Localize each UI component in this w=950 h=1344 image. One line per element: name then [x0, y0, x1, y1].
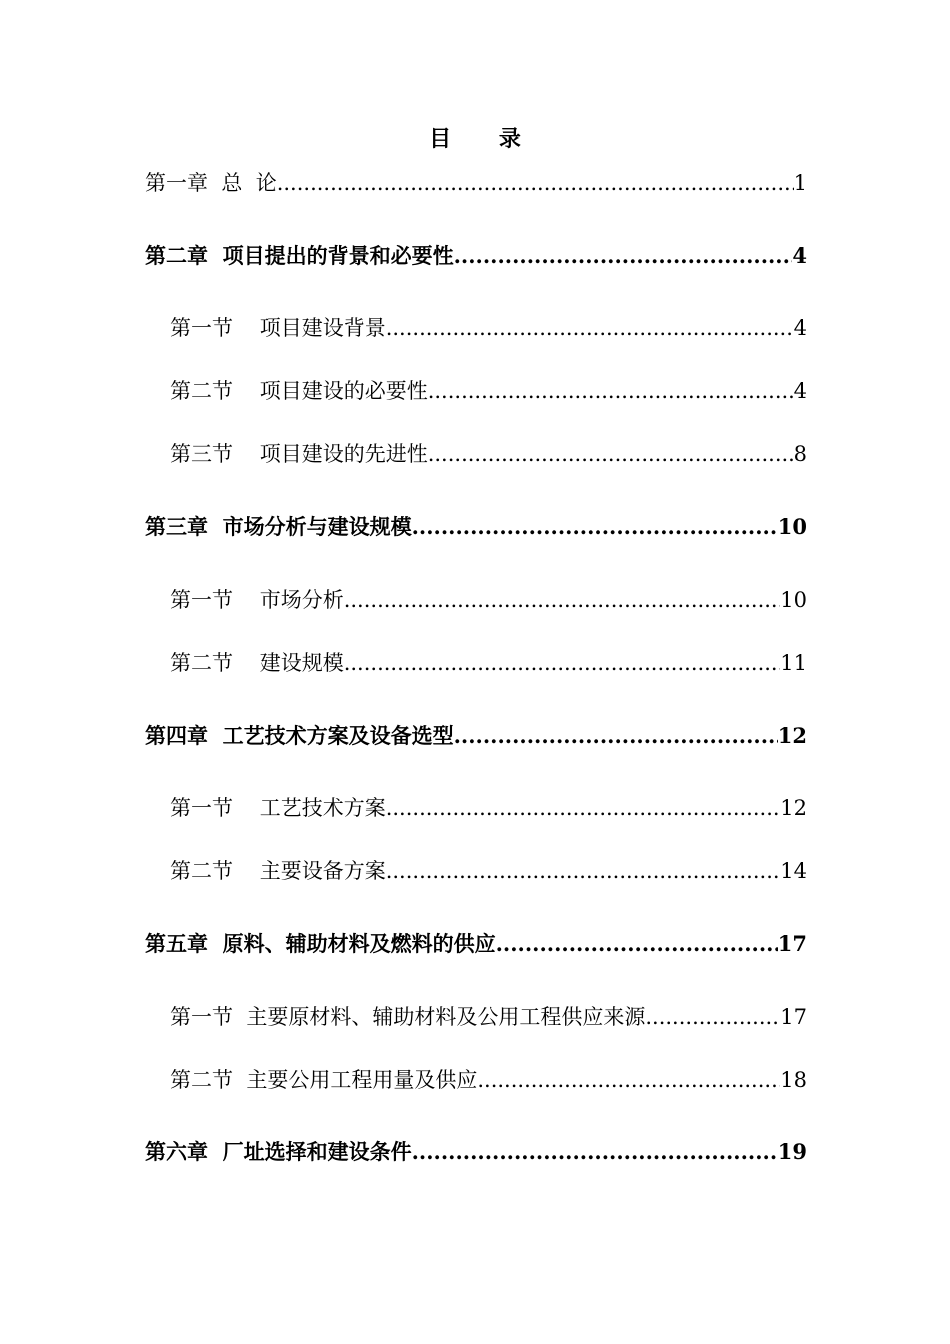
toc-entry-label: 第二节 建设规模 [170, 651, 344, 675]
dot-leader [277, 168, 794, 198]
toc-entry-section-4-1[interactable] [170, 793, 807, 823]
toc-entry-page: 10 [777, 514, 807, 539]
toc-entry-section-3-2[interactable] [170, 648, 807, 678]
toc-entry-label: 第一节 主要原材料、辅助材料及公用工程供应来源 [170, 1005, 646, 1029]
toc-entry-label: 第六章 厂址选择和建设条件 [145, 1139, 412, 1164]
toc-entry-chapter-1[interactable] [145, 168, 807, 198]
dot-leader [412, 512, 778, 542]
toc-entry-page: 4 [792, 243, 807, 268]
toc-entry-chapter-2[interactable] [145, 241, 807, 271]
dot-leader [386, 793, 781, 823]
toc-entry-label: 第二节 项目建设的必要性 [170, 379, 428, 403]
toc-entry-page: 17 [777, 931, 807, 956]
toc-entry-label: 第一章 总 论 [145, 171, 277, 195]
toc-entry-label: 第二章 项目提出的背景和必要性 [145, 243, 454, 268]
toc-entry-chapter-3[interactable] [145, 512, 807, 542]
dot-leader [454, 721, 778, 751]
toc-entry-chapter-5[interactable] [145, 929, 807, 959]
toc-entry-label: 第一节 市场分析 [170, 588, 344, 612]
toc-entry-chapter-6[interactable] [145, 1137, 807, 1167]
toc-entry-label: 第五章 原料、辅助材料及燃料的供应 [145, 931, 496, 956]
toc-entry-label: 第三章 市场分析与建设规模 [145, 514, 412, 539]
dot-leader [454, 241, 793, 271]
toc-entry-page: 1 [793, 171, 807, 195]
dot-leader [477, 1065, 780, 1095]
toc-entry-page: 11 [780, 651, 807, 675]
toc-entry-section-5-2[interactable] [170, 1065, 807, 1095]
toc-entry-label: 第一节 工艺技术方案 [170, 796, 386, 820]
toc-entry-section-2-2[interactable] [170, 376, 807, 406]
dot-leader [412, 1137, 778, 1167]
toc-entry-label: 第四章 工艺技术方案及设备选型 [145, 723, 454, 748]
toc-title: 目 录 [429, 126, 541, 152]
toc-entry-page: 17 [780, 1005, 807, 1029]
toc-entry-section-2-1[interactable] [170, 313, 807, 343]
toc-entry-label: 第一节 项目建设背景 [170, 316, 386, 340]
dot-leader [496, 929, 778, 959]
toc-entry-page: 4 [793, 316, 807, 340]
toc-entry-page: 12 [780, 796, 807, 820]
dot-leader [386, 856, 781, 886]
dot-leader [386, 313, 794, 343]
toc-entry-page: 14 [780, 859, 807, 883]
toc-entry-page: 18 [780, 1068, 807, 1092]
toc-entry-page: 19 [777, 1139, 807, 1164]
toc-entry-page: 4 [793, 379, 807, 403]
toc-entry-label: 第三节 项目建设的先进性 [170, 442, 428, 466]
toc-entry-label: 第二节 主要设备方案 [170, 859, 386, 883]
dot-leader [344, 585, 781, 615]
toc-entry-label: 第二节 主要公用工程用量及供应 [170, 1068, 478, 1092]
toc-entry-page: 8 [793, 442, 807, 466]
toc-entry-page: 12 [777, 723, 807, 748]
toc-entry-section-5-1[interactable] [170, 1002, 807, 1032]
dot-leader [428, 439, 794, 469]
toc-entry-section-3-1[interactable] [170, 585, 807, 615]
toc-entry-page: 10 [780, 588, 807, 612]
dot-leader [645, 1002, 780, 1032]
toc-entry-chapter-4[interactable] [145, 721, 807, 751]
toc-entry-section-4-2[interactable] [170, 856, 807, 886]
dot-leader [428, 376, 794, 406]
toc-entry-section-2-3[interactable] [170, 439, 807, 469]
dot-leader [344, 648, 781, 678]
